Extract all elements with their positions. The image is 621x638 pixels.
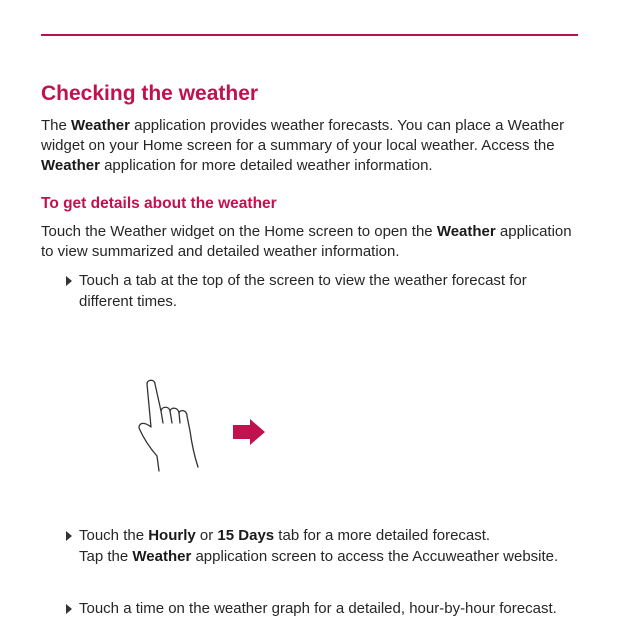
details-paragraph: Touch the Weather widget on the Home screen to open the Weather application to view summarized and detailed weather information.	[41, 223, 572, 260]
bullet-triangle-icon	[66, 531, 72, 541]
app-name-weather: Weather	[436, 223, 496, 240]
tab-name-hourly: Hourly	[148, 527, 196, 544]
bullet-triangle-icon	[66, 604, 72, 614]
pointing-hand-icon	[139, 380, 198, 471]
bullet-text: Touch a time on the weather graph for a detailed, hour-by-hour forecast.	[79, 600, 557, 617]
app-name-weather: Weather	[132, 547, 192, 565]
header-rule	[41, 34, 578, 36]
swipe-gesture-illustration	[130, 375, 270, 475]
app-name-weather: Weather	[41, 157, 100, 174]
subsection-title: To get details about the weather	[41, 195, 277, 212]
tab-name-15-days: 15 Days	[217, 527, 275, 544]
right-arrow-icon	[233, 419, 265, 445]
bullet-text: Touch the Hourly or 15 Days tab for a more detailed forecast. Tap the Weather application screen to access the Accuweather website.	[79, 527, 559, 565]
app-name-weather: Weather	[71, 117, 130, 134]
section-title: Checking the weather	[41, 82, 259, 105]
bullet-triangle-icon	[66, 276, 72, 286]
intro-paragraph: The Weather application provides weather forecasts. You can place a Weather widget on your Home screen for a summary of your local weather. Access the Weather application for more detailed weather information.	[41, 117, 565, 174]
bullet-text: Touch a tab at the top of the screen to view the weather forecast for different times.	[79, 272, 527, 310]
